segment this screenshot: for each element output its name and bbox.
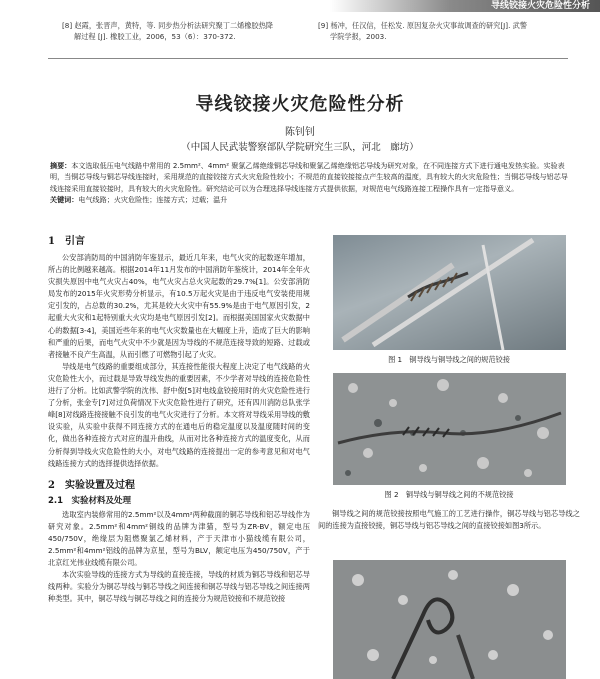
section-2-heading: 2 实验设置及过程 <box>48 479 135 491</box>
section-1-paragraph-2: 导线是电气线路的重要组成部分，其连接性能很大程度上决定了电气线路的火灾危险性大小，而过载是导致导线发热的重要因素，不少学者对导线的连接危险性进行了分析。比如武警学院的沈伟、舒中俊[5]对电线盒铰接用时的火灾危险性进行了分析，张金专[7]对过负荷情况下火灾危险性进行了研究，还有四川消防总队张学峰[8]对线路连接接触不良引发的电气火灾进行了分析。本文将对导线采用导线的敷设实验，从实验中获得不同连接方式的在通电后的稳定温度以及温度随时间的变化，做出各种连接方式对应的温升曲线，从而对比各种连接方式的温度变化，从而分析得到导线火灾危险性的大小，对电气线路的连接提出一定的参考意见和对电气线路连接方式的选择提供选择依据。 <box>48 361 310 468</box>
right-column-text <box>318 508 580 532</box>
author: 陈钊钊 <box>285 127 315 138</box>
references-left <box>62 20 312 42</box>
figure-2-photo <box>333 373 566 485</box>
figure-2-texture <box>333 373 566 485</box>
abstract <box>50 160 570 206</box>
ref-9-line-2: 学院学报，2003. <box>330 32 387 41</box>
figure-3-texture <box>333 560 566 679</box>
divider <box>48 58 568 59</box>
keywords-label: 关键词： <box>50 195 79 205</box>
keywords: 电气线路；火灾危险性；连接方式；过载；温升 <box>78 195 228 205</box>
paper-title: 导线铰接火灾危险性分析 <box>195 94 405 115</box>
figure-3-intro-paragraph: 铜导线之间的规范铰接按照电气施工的工艺进行操作，铜芯导线与铝芯导线之间的连接为直接铰接，铜芯导线与铝芯导线之间的直接铰接如图3所示。 <box>318 509 580 531</box>
section-2-1-heading: 2.1 实验材料及处理 <box>48 495 132 506</box>
figure-1-photo <box>333 235 566 350</box>
left-column <box>48 232 310 605</box>
ref-8-line-1: [8] 赵霞，张晋声，黄特，等. 同步热分析法研究聚丁二烯橡胶热降 <box>62 21 274 30</box>
abstract-text: 本文选取低压电气线路中常用的 2.5mm²、4mm² 聚氯乙烯绝缘铜芯导线和聚氯乙烯绝缘铝芯导线为研究对象，在不同连接方式下进行通电发热实验。实验表明，当铜芯导线与铜芯导线连接时，采用规范的直接铰接方式火灾危险性较小；不规范的直接铰接接点产生较高的温度，具有较大的火灾危险性；当铜芯导线与铝芯导线连接采用直接铰接时，具有较大的火灾危险性。研究结论可以为合理选择导线连接方式提供依据，对规范电气线路连接工程操作具有一定指导意义。 <box>50 161 568 193</box>
running-header: 导线铰接火灾危险性分析 <box>490 1 590 11</box>
figure-3-photo <box>333 560 566 679</box>
affiliation: （中国人民武装警察部队学院研究生三队，河北 廊坊） <box>181 142 419 153</box>
figure-1-caption: 图 1 铜导线与铜导线之间的规范铰接 <box>388 355 510 364</box>
ref-8-line-2: 解过程 [J]. 橡胶工业，2006，53（6）：370-372. <box>74 32 236 41</box>
abstract-label: 摘要： <box>50 161 72 170</box>
figure-2-caption: 图 2 铜导线与铜导线之间的不规范铰接 <box>384 490 514 499</box>
section-2-paragraph-1: 选取室内装修常用的2.5mm²以及4mm²两种截面的铜芯导线和铝芯导线作为研究对象。2.5mm²和4mm²铜线的品牌为津猫，型号为ZR-BV，额定电压450/750V，绝缘层为阻燃聚氯乙烯材料，产于天津市小猫线缆有限公司，2.5mm²和4mm²铝线的品牌为京星，型号为BLV，额定电压为450/750V，产于北京红光伟业线缆有限公司。 <box>48 509 310 568</box>
section-1-paragraph-1: 公安部消防局的中国消防年鉴显示，最近几年来，电气火灾的起数逐年增加，所占的比例越来越高。根据2014年11月发布的中国消防年鉴统计，2014年全年火灾损失原因中电气火灾占40%，电气火灾占总火灾起数的29.7%[1]。公安部消防局发布的2015年火灾形势分析显示，有10.5万起火灾是由于违反电气安装使用规定引发的，占总数的30.2%，尤其是较大火灾中有55.9%是由于电气原因引发，2起重大火灾和1起特别重大火灾均是电气原因引发[2]。而根据美国国家火灾数据中心的数据[3-4]，美国近些年来的电气火灾数量也在大幅度上升，造成了巨大的影响和严重的后果，而电气火灾中不少就是因为导线的不规范连接导致的短路、过载或者接触不良产生高温，从而引燃了可燃物引起了火灾。 <box>48 253 310 359</box>
figure-1-wires <box>333 235 566 350</box>
section-2-paragraph-2: 本次实验导线的连接方式为导线的直接连接，导线的材质为铜芯导线和铝芯导线两种。实验分为铜芯导线与铜芯导线之间连接和铜芯导线与铝芯导线之间连接两种类型。其中，铜芯导线与铜芯导线之间的连接分为规范铰接和不规范铰接 <box>48 570 310 604</box>
section-1-heading: 1 引言 <box>48 236 85 247</box>
references-right <box>318 20 563 42</box>
ref-9-line-1: [9] 杨冲，任汉信，任松发. 原因复杂火灾事故调查的研究[J]. 武警 <box>318 21 528 30</box>
